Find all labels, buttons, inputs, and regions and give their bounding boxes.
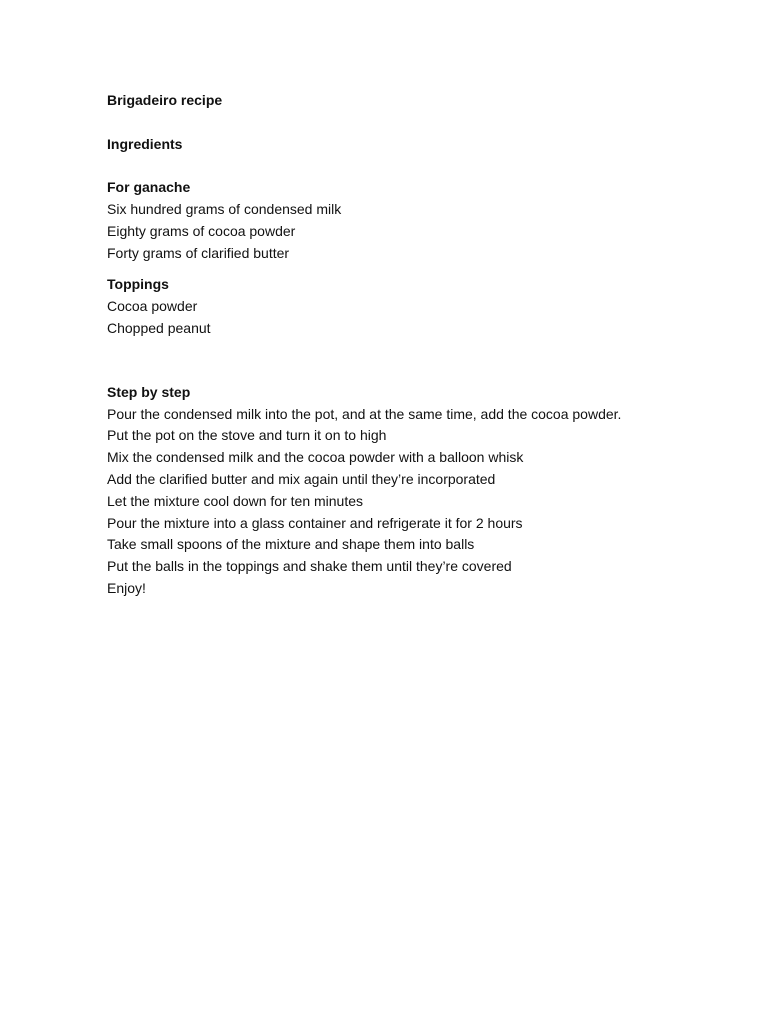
list-item: Put the balls in the toppings and shake them until they’re covered bbox=[107, 558, 512, 575]
list-item: Put the pot on the stove and turn it on to high bbox=[107, 427, 387, 444]
list-item: Enjoy! bbox=[107, 579, 146, 596]
list-item: Chopped peanut bbox=[107, 319, 211, 336]
steps-heading: Step by step bbox=[107, 383, 191, 400]
list-item: Pour the condensed milk into the pot, and at the same time, add the cocoa powder. bbox=[107, 405, 622, 422]
list-item: Pour the mixture into a glass container and refrigerate it for 2 hours bbox=[107, 514, 523, 531]
document-page bbox=[107, 90, 727, 600]
toppings-heading: Toppings bbox=[107, 276, 169, 293]
list-item: Six hundred grams of condensed milk bbox=[107, 200, 342, 217]
steps-list bbox=[107, 404, 727, 600]
list-item: Eighty grams of cocoa powder bbox=[107, 222, 296, 239]
ganache-heading: For ganache bbox=[107, 179, 191, 196]
list-item: Take small spoons of the mixture and shape them into balls bbox=[107, 536, 475, 553]
ganache-list bbox=[107, 199, 727, 264]
list-item: Forty grams of clarified butter bbox=[107, 244, 290, 261]
list-item: Cocoa powder bbox=[107, 298, 198, 315]
document-title: Brigadeiro recipe bbox=[107, 92, 223, 108]
list-item: Let the mixture cool down for ten minutes bbox=[107, 492, 364, 509]
toppings-list bbox=[107, 296, 727, 340]
ingredients-heading: Ingredients bbox=[107, 135, 183, 152]
list-item: Mix the condensed milk and the cocoa powder with a balloon whisk bbox=[107, 449, 524, 466]
list-item: Add the clarified butter and mix again until they’re incorporated bbox=[107, 470, 496, 487]
